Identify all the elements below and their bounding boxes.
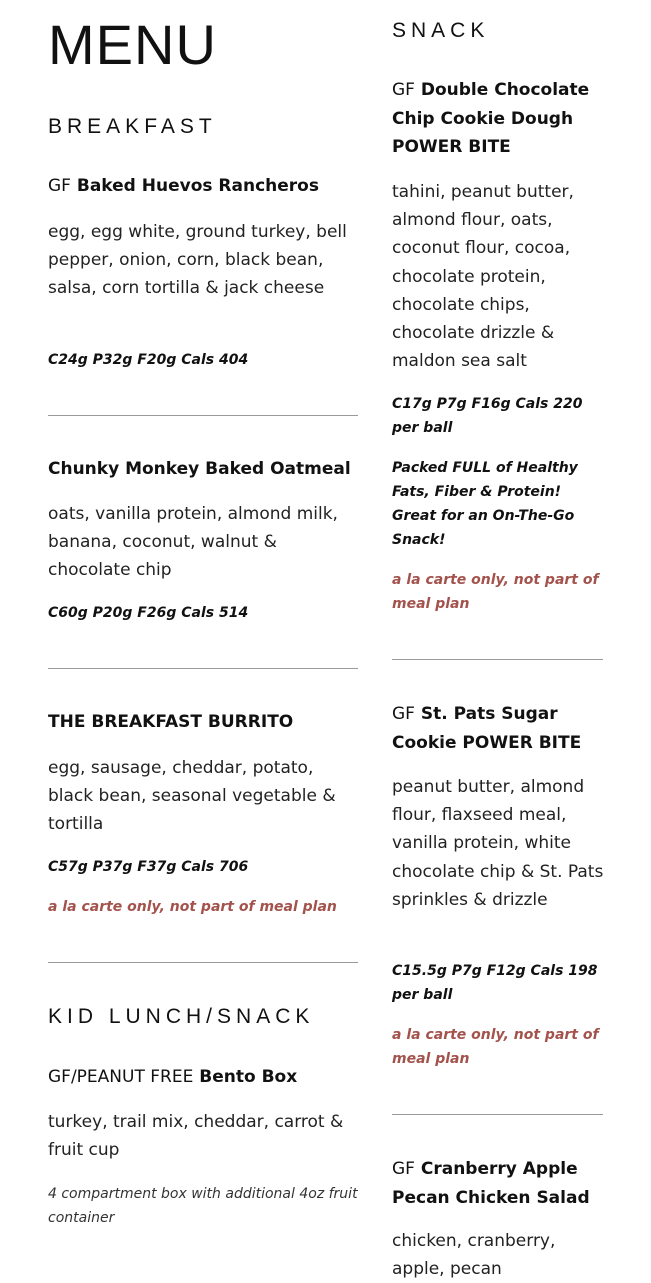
item-macros: C60g P20g F26g Cals 514 — [48, 605, 249, 621]
snack-heading: SNACK — [392, 19, 490, 42]
item-macros: C17g P7g F16g Cals 220 per ball — [392, 396, 583, 436]
item-description: peanut butter, almond flour, flaxseed meal, vanilla protein, white chocolate chip & St. Pats sprinkles & drizzle — [392, 777, 604, 910]
item-detail: 4 compartment box with additional 4oz fruit container — [48, 1186, 358, 1226]
item-macros: C15.5g P7g F12g Cals 198 per ball — [392, 963, 598, 1003]
item-tag: GF — [392, 704, 415, 724]
item-macros: C57g P37g F37g Cals 706 — [48, 859, 249, 875]
item-title: Double Chocolate Chip Cookie Dough POWER BITE — [392, 80, 590, 157]
divider — [48, 962, 358, 963]
item-name-breakfast-burrito: THE BREAKFAST BURRITO — [48, 712, 294, 732]
item-description: turkey, trail mix, cheddar, carrot & fruit cup — [48, 1112, 344, 1161]
item-title: Cranberry Apple Pecan Chicken Salad — [392, 1159, 590, 1208]
menu-title: MENU — [48, 13, 217, 76]
item-name-huevos-rancheros — [48, 172, 358, 201]
item-title: St. Pats Sugar Cookie POWER BITE — [392, 704, 582, 753]
divider — [48, 415, 358, 416]
item-pitch: Packed FULL of Healthy Fats, Fiber & Protein! Great for an On-The-Go Snack! — [392, 460, 578, 548]
breakfast-heading: BREAKFAST — [48, 115, 217, 138]
item-tag: GF — [392, 80, 415, 100]
kid-lunch-heading: KID LUNCH/SNACK — [48, 1005, 315, 1028]
a-la-carte-note: a la carte only, not part of meal plan — [392, 1027, 599, 1067]
item-description: egg, sausage, cheddar, potato, black bean, seasonal vegetable & tortilla — [48, 758, 336, 835]
item-description: chicken, cranberry, apple, pecan — [392, 1231, 556, 1280]
item-description: oats, vanilla protein, almond milk, banana, coconut, walnut & chocolate chip — [48, 504, 338, 581]
a-la-carte-note: a la carte only, not part of meal plan — [392, 572, 599, 612]
item-name-st-pats-bite — [392, 700, 604, 757]
item-tag: GF — [48, 176, 71, 196]
item-description: egg, egg white, ground turkey, bell pepper, onion, corn, black bean, salsa, corn tortilla & jack cheese — [48, 222, 347, 299]
item-description: tahini, peanut butter, almond flour, oats, coconut flour, cocoa, chocolate protein, chocolate chips, chocolate drizzle & maldon sea salt — [392, 182, 574, 372]
item-macros: C24g P32g F20g Cals 404 — [48, 352, 249, 368]
item-name-chicken-salad — [392, 1155, 604, 1212]
item-name-chunky-monkey: Chunky Monkey Baked Oatmeal — [48, 459, 351, 479]
item-tag: GF — [392, 1159, 415, 1179]
item-name-bento-box — [48, 1063, 358, 1092]
a-la-carte-note: a la carte only, not part of meal plan — [48, 899, 337, 915]
divider — [392, 1114, 603, 1115]
divider — [48, 668, 358, 669]
divider — [392, 659, 603, 660]
item-title: Bento Box — [199, 1067, 298, 1087]
item-title: Baked Huevos Rancheros — [76, 176, 319, 196]
item-name-cookie-dough-bite — [392, 76, 604, 162]
item-tag: GF/PEANUT FREE — [48, 1067, 194, 1087]
